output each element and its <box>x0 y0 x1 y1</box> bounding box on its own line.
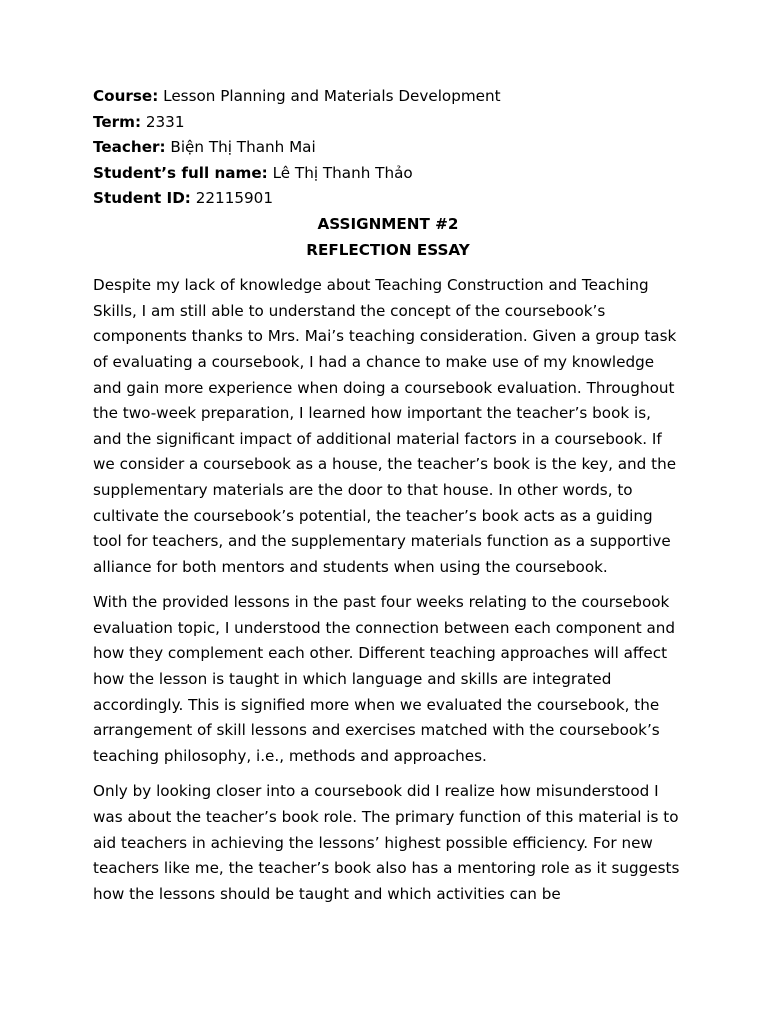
course-line <box>93 84 683 110</box>
teacher-label: Teacher: <box>93 138 166 157</box>
essay-paragraph-2: With the provided lessons in the past four weeks relating to the coursebook evaluation topic, I understood the connection between each component and how they complement each other. Different teaching approaches will affect how the lesson is taught in which language and skills are integrated accordingly. This is signified more when we evaluated the coursebook, the arrangement of skill lessons and exercises matched with the coursebook’s teaching philosophy, i.e., methods and approaches. <box>93 593 676 765</box>
essay-paragraph-1: Despite my lack of knowledge about Teaching Construction and Teaching Skills, I am still able to understand the concept of the coursebook’s components thanks to Mrs. Mai’s teaching consideration. Given a group task of evaluating a coursebook, I had a chance to make use of my knowledge and gain more experience when doing a coursebook evaluation. Throughout the two-week preparation, I learned how important the teacher’s book is, and the significant impact of additional material factors in a coursebook. If we consider a coursebook as a house, the teacher’s book is the key, and the supplementary materials are the door to that house. In other words, to cultivate the coursebook’s potential, the teacher’s book acts as a guiding tool for teachers, and the supplementary materials function as a supportive alliance for both mentors and students when using the coursebook. <box>93 276 677 576</box>
student-name-value: Lê Thị Thanh Thảo <box>272 163 413 182</box>
student-id-line <box>93 186 683 212</box>
teacher-value: Biện Thị Thanh Mai <box>170 138 316 157</box>
essay-title: REFLECTION ESSAY <box>306 240 470 259</box>
student-name-label: Student’s full name: <box>93 163 268 182</box>
course-label: Course: <box>93 87 159 105</box>
document-content <box>93 84 683 917</box>
term-value: 2331 <box>145 112 185 131</box>
course-value: Lesson Planning and Materials Development <box>163 87 501 105</box>
student-name-line <box>93 161 683 187</box>
teacher-line <box>93 135 683 161</box>
essay-paragraph-3: Only by looking closer into a coursebook did I realize how misunderstood I was about the teacher’s book role. The primary function of this material is to aid teachers in achieving the lessons’ highest possible efficiency. For new teachers like me, the teacher’s book also has a mentoring role as it suggests how the lessons should be taught and which activities can be <box>93 782 680 903</box>
term-label: Term: <box>93 112 142 131</box>
assignment-title: ASSIGNMENT #2 <box>317 214 459 233</box>
term-line <box>93 110 683 136</box>
student-id-label: Student ID: <box>93 189 191 208</box>
student-id-value: 22115901 <box>195 189 274 208</box>
